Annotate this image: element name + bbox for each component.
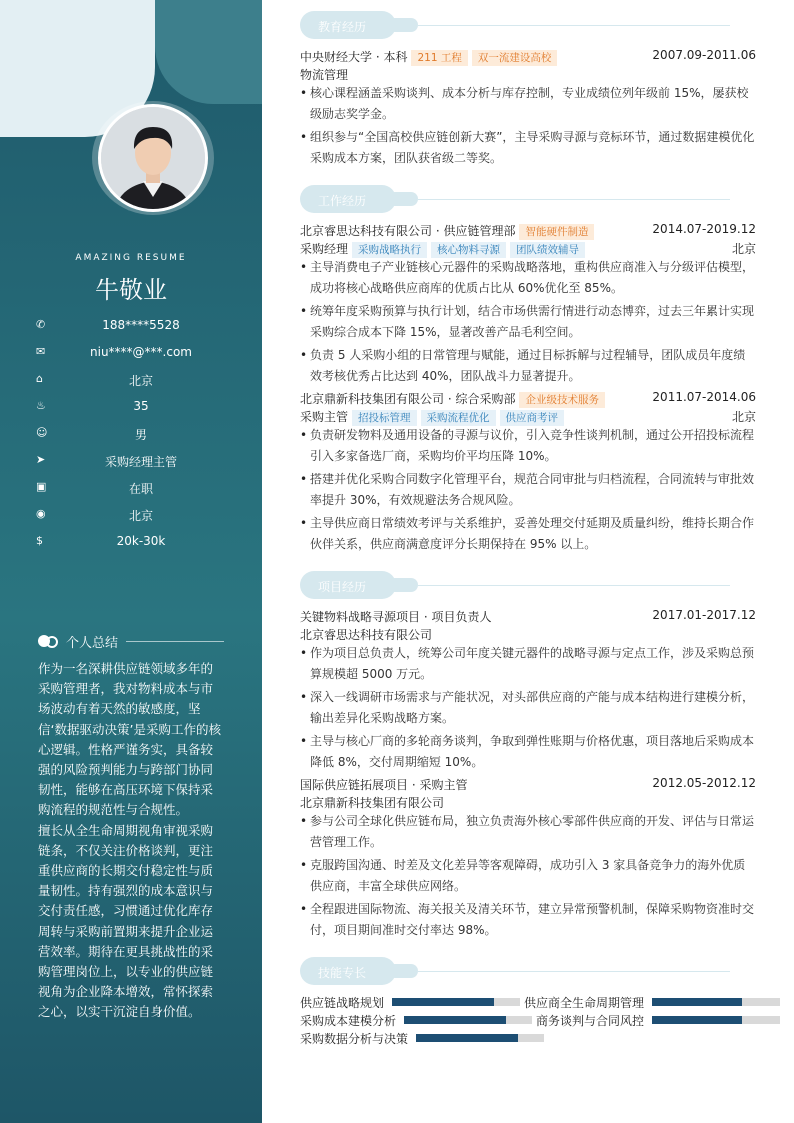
school-tag: 211 工程 bbox=[411, 50, 467, 66]
project-date: 2017.01-2017.12 bbox=[652, 608, 756, 622]
list-item: • 参与公司全球化供应链布局，独立负责海外核心零部件供应商的开发、评估与日常运营管理工作。 bbox=[300, 811, 756, 852]
summary-paragraph: 擅长从全生命周期视角审视采购链条，不仅关注价格谈判，更注重供应商的长期交付稳定性与质量韧性。持有强烈的成本意识与交付责任感，习惯通过优化库存周转与采购前置期来提升企业运营效率。期待在更具挑战性的采购管理岗位上，以专业的供应链视角为企业降本增效，常怀探索之心，以实干沉淀自身价值。 bbox=[38, 822, 214, 1020]
skill-bar bbox=[652, 998, 780, 1006]
section-heading-education bbox=[300, 11, 730, 39]
info-email bbox=[36, 343, 262, 363]
job-date: 2011.07-2014.06 bbox=[652, 390, 756, 404]
job-header bbox=[300, 389, 756, 407]
summary-text bbox=[38, 659, 224, 1023]
section-title: 技能专长 bbox=[318, 966, 367, 980]
job-company: 北京睿思达科技有限公司 · 供应链管理部 bbox=[300, 224, 516, 238]
job-role-row bbox=[300, 239, 756, 257]
avatar-frame bbox=[92, 101, 214, 215]
info-age bbox=[36, 397, 262, 417]
skill-name: 采购成本建模分析 bbox=[300, 1014, 397, 1028]
school-tag: 双一流建设高校 bbox=[472, 50, 558, 66]
skill-bar-fill bbox=[416, 1034, 518, 1042]
section-title: 工作经历 bbox=[318, 194, 367, 208]
skill-name: 商务谈判与合同风控 bbox=[536, 1014, 645, 1028]
info-status bbox=[36, 478, 262, 498]
education-major: 物流管理 bbox=[300, 68, 349, 82]
info-text: 男 bbox=[134, 428, 147, 442]
send-icon: ➤ bbox=[36, 453, 46, 466]
job-company: 北京鼎新科技集团有限公司 · 综合采购部 bbox=[300, 392, 516, 406]
candidate-name: 牛敬业 bbox=[95, 276, 167, 304]
project-bullets bbox=[300, 643, 756, 775]
role-tag: 采购战略执行 bbox=[352, 242, 427, 258]
list-item: • 作为项目总负责人，统筹公司年度关键元器件的战略寻源与定点工作，涉及采购总预算规模超 5000 万元。 bbox=[300, 643, 756, 684]
project-org: 北京睿思达科技有限公司 bbox=[300, 628, 433, 642]
info-gender bbox=[36, 424, 262, 444]
info-position bbox=[36, 451, 262, 471]
mail-icon: ✉ bbox=[36, 345, 46, 358]
divider bbox=[418, 25, 730, 26]
list-item: • 克服跨国沟通、时差及文化差异等客观障碍，成功引入 3 家具备竞争力的海外优质供应商，丰富全球供应网络。 bbox=[300, 855, 756, 896]
decorative-shape bbox=[155, 0, 262, 104]
role-tag: 核心物料寻源 bbox=[431, 242, 506, 258]
job-city: 北京 bbox=[731, 242, 756, 256]
skill-bar bbox=[652, 1016, 780, 1024]
info-text: niu****@***.com bbox=[90, 345, 192, 359]
skill-bar bbox=[392, 998, 520, 1006]
info-salary bbox=[36, 532, 262, 552]
education-date: 2007.09-2011.06 bbox=[652, 48, 756, 62]
skill-bar-fill bbox=[392, 998, 494, 1006]
role-tag: 采购流程优化 bbox=[421, 410, 496, 426]
resume-subtitle: AMAZING RESUME bbox=[75, 253, 187, 263]
cake-icon: ♨ bbox=[36, 399, 46, 412]
info-location bbox=[36, 505, 262, 525]
job-bullets bbox=[300, 257, 756, 389]
project-date: 2012.05-2012.12 bbox=[652, 776, 756, 790]
list-item: • 核心课程涵盖采购谈判、成本分析与库存控制，专业成绩位列年级前 15%，屡获校级励志奖学金。 bbox=[300, 83, 756, 124]
skill-bar-fill bbox=[652, 1016, 742, 1024]
project-org: 北京鼎新科技集团有限公司 bbox=[300, 796, 445, 810]
skill-bar-fill bbox=[404, 1016, 506, 1024]
list-item: • 负责研发物料及通用设备的寻源与议价，引入竞争性谈判机制，通过公开招投标流程引入多家备选厂商，采购均价平均压降 10%。 bbox=[300, 425, 756, 466]
info-residence bbox=[36, 370, 262, 390]
info-text: 35 bbox=[133, 399, 149, 413]
job-date: 2014.07-2019.12 bbox=[652, 222, 756, 236]
location-icon: ◉ bbox=[36, 507, 46, 520]
list-item: • 统筹年度采购预算与执行计划，结合市场供需行情进行动态博弈，过去三年累计实现采购综合成本下降 15%，显著改善产品毛利空间。 bbox=[300, 301, 756, 342]
education-header bbox=[300, 47, 756, 65]
industry-tag: 企业级技术服务 bbox=[519, 392, 605, 408]
skill-bar-fill bbox=[652, 998, 742, 1006]
list-item: • 主导消费电子产业链核心元器件的采购战略落地，重构供应商准入与分级评估模型，成功将核心战略供应商库的优质占比从 60%优化至 85%。 bbox=[300, 257, 756, 298]
list-item: • 负责 5 人采购小组的日常管理与赋能，通过目标拆解与过程辅导，团队成员年度绩效考核优秀占比达到 40%，团队战斗力显著提升。 bbox=[300, 345, 756, 386]
info-text: 在职 bbox=[128, 482, 153, 496]
info-text: 188****5528 bbox=[102, 318, 180, 332]
info-text: 北京 bbox=[128, 374, 153, 388]
main-content bbox=[262, 0, 794, 1123]
briefcase-icon: ▣ bbox=[36, 480, 47, 493]
divider bbox=[418, 585, 730, 586]
list-item: • 主导与核心厂商的多轮商务谈判，争取到弹性账期与价格优惠，项目落地后采购成本降低 8%，交付周期缩短 10%。 bbox=[300, 731, 756, 772]
project-header bbox=[300, 607, 756, 625]
section-heading-projects bbox=[300, 571, 730, 599]
dots-icon bbox=[38, 635, 58, 647]
list-item: • 主导供应商日常绩效考评与关系维护，妥善处理交付延期及质量纠纷，维持长期合作伙伴关系，供应商满意度评分长期保持在 95% 以上。 bbox=[300, 513, 756, 554]
job-bullets bbox=[300, 425, 756, 557]
job-role: 采购主管 bbox=[300, 410, 349, 424]
project-bullets bbox=[300, 811, 756, 943]
job-header bbox=[300, 221, 756, 239]
summary-paragraph: 作为一名深耕供应链领域多年的采购管理者，我对物料成本与市场波动有着天然的敏感度，坚信‘数据驱动决策’是采购工作的核心逻辑。性格严谨务实，具备较强的风险预判能力与跨部门协同韧性，能够在高压环境下保持采购流程的规范性与合规性。 bbox=[38, 661, 221, 818]
summary-title: 个人总结 bbox=[66, 636, 119, 651]
info-text: 采购经理主管 bbox=[104, 455, 177, 469]
info-text: 20k-30k bbox=[116, 534, 166, 548]
home-icon: ⌂ bbox=[36, 372, 43, 385]
role-tag: 招投标管理 bbox=[352, 410, 417, 426]
job-city: 北京 bbox=[731, 410, 756, 424]
role-tag: 团队绩效辅导 bbox=[510, 242, 585, 258]
info-text: 北京 bbox=[128, 509, 153, 523]
education-bullets bbox=[300, 83, 756, 171]
skill-name: 供应链战略规划 bbox=[300, 996, 385, 1010]
avatar bbox=[98, 104, 208, 212]
project-org-row bbox=[300, 793, 756, 811]
skill-bar bbox=[416, 1034, 544, 1042]
industry-tag: 智能硬件制造 bbox=[519, 224, 594, 240]
divider bbox=[418, 971, 730, 972]
info-phone bbox=[36, 316, 262, 336]
section-heading-skills bbox=[300, 957, 730, 985]
project-header bbox=[300, 775, 756, 793]
list-item: • 深入一线调研市场需求与产能状况，对头部供应商的产能与成本结构进行建模分析，输出差异化采购战略方案。 bbox=[300, 687, 756, 728]
project-name: 国际供应链拓展项目 · 采购主管 bbox=[300, 778, 468, 792]
money-icon: $ bbox=[36, 534, 43, 547]
school-name: 中央财经大学 · 本科 bbox=[300, 50, 408, 64]
list-item: • 组织参与“全国高校供应链创新大赛”，主导采购寻源与竞标环节，通过数据建模优化采购成本方案，团队获省级二等奖。 bbox=[300, 127, 756, 168]
skill-name: 供应商全生命周期管理 bbox=[524, 996, 645, 1010]
education-major-row bbox=[300, 65, 756, 83]
skill-bar bbox=[404, 1016, 532, 1024]
avatar-photo-icon bbox=[101, 107, 205, 209]
project-org-row bbox=[300, 625, 756, 643]
divider bbox=[418, 199, 730, 200]
role-tag: 供应商考评 bbox=[500, 410, 565, 426]
sidebar bbox=[0, 0, 262, 1123]
list-item: • 全程跟进国际物流、海关报关及清关环节，建立异常预警机制，保障采购物资准时交付，项目期间准时交付率达 98%。 bbox=[300, 899, 756, 940]
skill-name: 采购数据分析与决策 bbox=[300, 1032, 409, 1046]
list-item: • 搭建并优化采购合同数字化管理平台，规范合同审批与归档流程，合同流转与审批效率提升 30%，有效规避法务合规风险。 bbox=[300, 469, 756, 510]
job-role-row bbox=[300, 407, 756, 425]
section-heading-work bbox=[300, 185, 730, 213]
smile-icon: ☺ bbox=[36, 426, 48, 439]
divider bbox=[126, 641, 224, 642]
job-role: 采购经理 bbox=[300, 242, 349, 256]
phone-icon: ✆ bbox=[36, 318, 46, 331]
summary-heading bbox=[38, 632, 224, 650]
section-title: 教育经历 bbox=[318, 20, 367, 34]
project-name: 关键物料战略寻源项目 · 项目负责人 bbox=[300, 610, 492, 624]
section-title: 项目经历 bbox=[318, 580, 367, 594]
